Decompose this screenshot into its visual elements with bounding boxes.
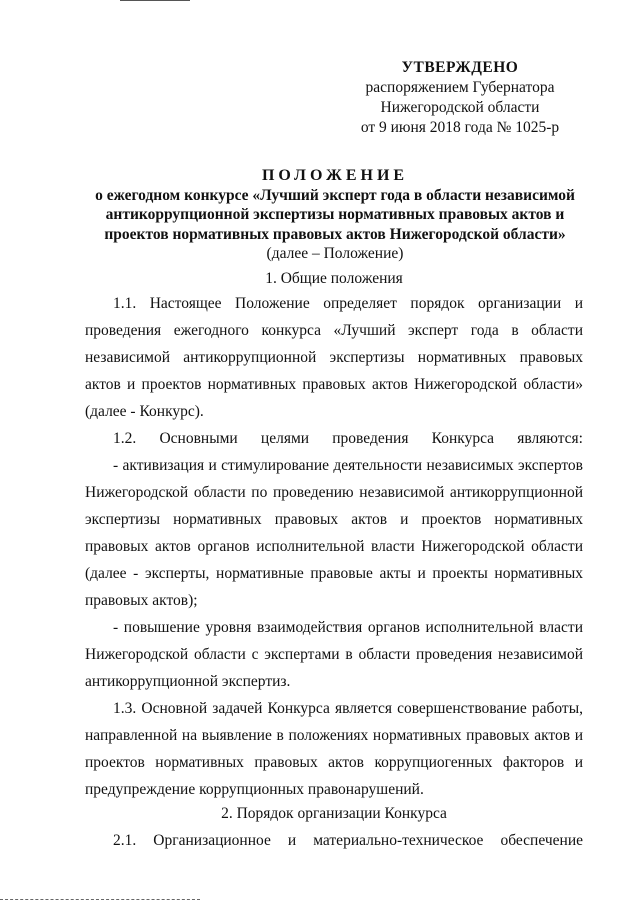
document-title: ПОЛОЖЕНИЕ bbox=[261, 167, 409, 184]
bottom-dashed-rule bbox=[0, 899, 200, 900]
approval-block bbox=[300, 58, 620, 138]
document-subtitle-line-3: проектов нормативных правовых актов Нижегородской области» bbox=[104, 225, 566, 243]
section-1-heading: 1. Общие положения bbox=[265, 270, 403, 287]
paragraph-2-1: 2.1. Организационное и материально-техническое обеспечение bbox=[113, 832, 583, 849]
paragraph-1-3: 1.3. Основной задачей Конкурса является совершенствование работы, направленной на выявление в положениях нормативных правовых актов и проектов нормативных правовых актов коррупциогенных факторов и предупреждение коррупционных правонарушений. bbox=[85, 700, 583, 798]
approval-line-2: Нижегородской области bbox=[380, 99, 540, 116]
approval-line-1: распоряжением Губернатора bbox=[365, 79, 555, 96]
paragraph-1-2: 1.2. Основными целями проведения Конкурса являются: bbox=[113, 430, 583, 447]
approval-line-3: от 9 июня 2018 года № 1025-р bbox=[360, 119, 560, 136]
paragraph-1-2-b: - повышение уровня взаимодействия органов исполнительной власти Нижегородской области с экспертами в области проведения независимой антикоррупционной экспертиз. bbox=[85, 619, 583, 690]
section-1 bbox=[85, 268, 583, 803]
paragraph-1-1: 1.1. Настоящее Положение определяет порядок организации и проведения ежегодного конкурса «Лучший эксперт года в области независимой антикоррупционной экспертизы нормативных правовых актов и проектов нормативных правовых актов Нижегородской области» (далее - Конкурс). bbox=[85, 295, 583, 420]
top-rule bbox=[120, 0, 190, 1]
paragraph-1-2-a: - активизация и стимулирование деятельности независимых экспертов Нижегородской области по проведению независимой антикоррупционной экспертизы нормативных правовых актов и проектов нормативных правовых актов органов исполнительной власти Нижегородской области (далее - эксперты, нормативные правовые акты и проекты нормативных правовых актов); bbox=[85, 457, 583, 609]
section-2-heading: 2. Порядок организации Конкурса bbox=[221, 805, 447, 822]
document-subtitle-line-1: о ежегодном конкурсе «Лучший эксперт года в области независимой bbox=[95, 186, 575, 204]
document-note: (далее – Положение) bbox=[266, 245, 404, 263]
section-2 bbox=[85, 800, 583, 854]
document-heading bbox=[85, 166, 585, 264]
approval-stamp: УТВЕРЖДЕНО bbox=[401, 59, 519, 76]
document-subtitle-line-2: антикоррупционной экспертизы нормативных правовых актов и bbox=[105, 206, 565, 224]
